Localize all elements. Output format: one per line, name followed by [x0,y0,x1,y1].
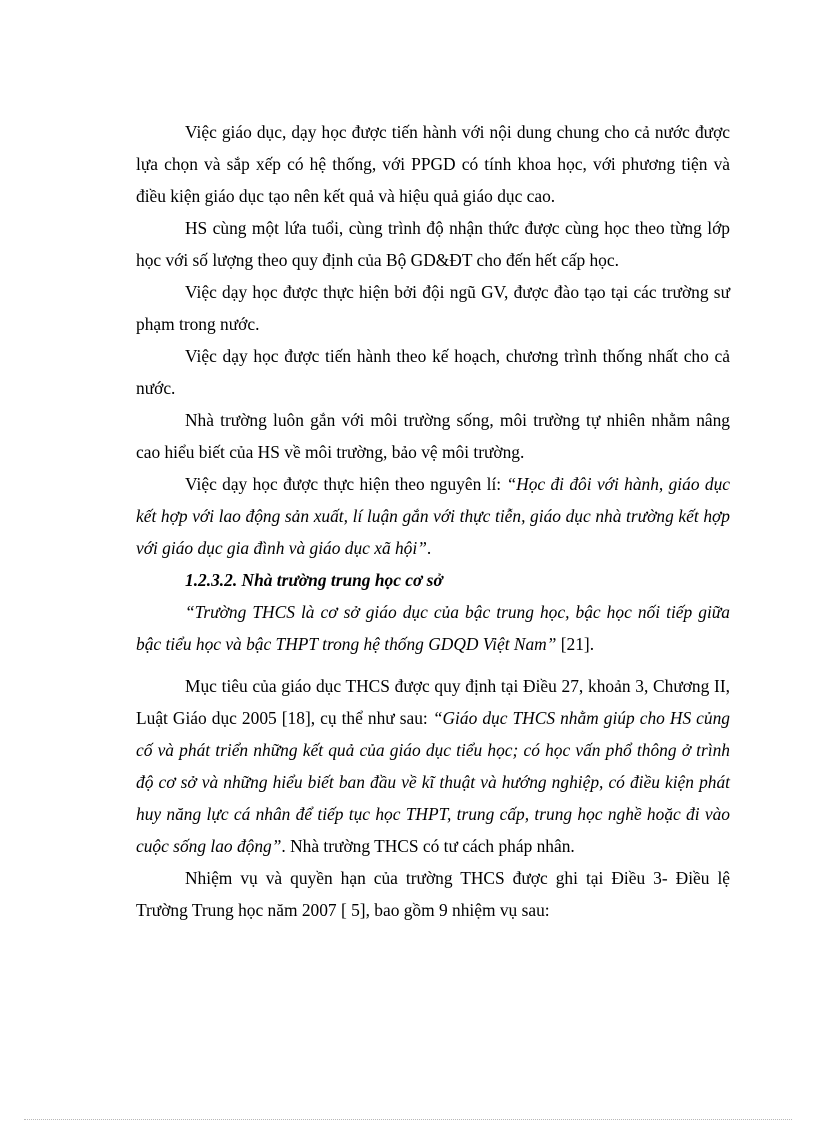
objective-quote: “Giáo dục THCS nhằm giúp cho HS củng cố và phát triển những kết quả của giáo dục tiểu học; có học vấn phổ thông ở trình độ cơ sở và những hiểu biết ban đầu về kĩ thuật và hướng nghiệp, có điều kiện phát huy năng lực cá nhân để tiếp tục học THPT, trung cấp, trung học nghề hoặc đi vào cuộc sống lao động” [136,708,730,856]
paragraph-environment: Nhà trường luôn gắn với môi trường sống, môi trường tự nhiên nhằm nâng cao hiểu biết của HS về môi trường, bảo vệ môi trường. [136,410,730,462]
definition-quote: “Trường THCS là cơ sở giáo dục của bậc trung học, bậc học nối tiếp giữa bậc tiểu học và bậc THPT trong hệ thống GDQD Việt Nam” [136,602,730,654]
page-bottom-divider [24,1119,792,1120]
principle-lead: Việc dạy học được thực hiện theo nguyên lí: [185,474,507,494]
section-heading: 1.2.3.2. Nhà trường trung học cơ sở [185,570,443,590]
paragraph-students: HS cùng một lứa tuổi, cùng trình độ nhận thức được cùng học theo từng lớp học với số lượng theo quy định của Bộ GD&ĐT cho đến hết cấp học. [136,218,730,270]
paragraph-principle [136,468,730,564]
paragraph-duties: Nhiệm vụ và quyền hạn của trường THCS được ghi tại Điều 3- Điều lệ Trường Trung học năm 2007 [ 5], bao gồm 9 nhiệm vụ sau: [136,868,730,920]
definition-cite: [21]. [556,634,595,654]
document-page [136,116,730,926]
paragraph-objective [136,670,730,862]
principle-quote: “Học đi đôi với hành, giáo dục kết hợp với lao động sản xuất, lí luận gắn với thực tiễn, giáo dục nhà trường kết hợp với giáo dục gia đình và giáo dục xã hội” [136,474,730,558]
principle-tail: . [426,538,432,558]
paragraph-definition [136,596,730,660]
paragraph-teachers: Việc dạy học được thực hiện bởi đội ngũ GV, được đào tạo tại các trường sư phạm trong nước. [136,282,730,334]
objective-tail: . Nhà trường THCS có tư cách pháp nhân. [281,836,575,856]
paragraph-curriculum: Việc giáo dục, dạy học được tiến hành với nội dung chung cho cả nước được lựa chọn và sắp xếp có hệ thống, với PPGD có tính khoa học, với phương tiện và điều kiện giáo dục tạo nên kết quả và hiệu quả giáo dục cao. [136,122,730,206]
objective-lead: Mục tiêu của giáo dục THCS được quy định tại Điều 27, khoản 3, Chương II, Luật Giáo dục 2005 [18], cụ thể như sau: [136,676,730,728]
paragraph-plan: Việc dạy học được tiến hành theo kế hoạch, chương trình thống nhất cho cả nước. [136,346,730,398]
